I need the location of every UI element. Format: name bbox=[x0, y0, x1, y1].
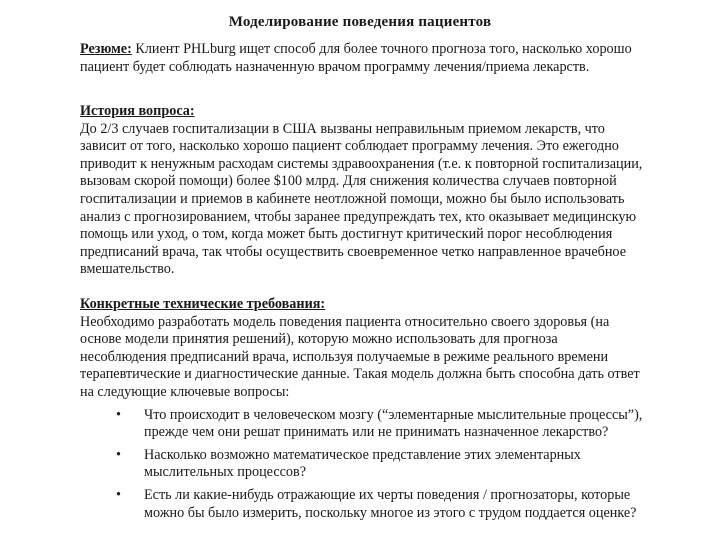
bullet-icon: • bbox=[116, 446, 121, 463]
summary-section bbox=[80, 41, 645, 76]
summary-paragraph bbox=[80, 41, 645, 76]
history-text: До 2/3 случаев госпитализации в США вызваны неправильным приемом лекарств, что зависит от того, насколько хорошо пациент соблюдает программу лечения. Это ежегодно приводит к ненужным расходам системы здравоохранения (т.е. к повторной госпитализации, вызовам скорой помощи) более $100 млрд. Для снижения количества случаев повторной госпитализации и приемов в кабинете неотложной помощи, можно бы было использовать анализ с прогнозированием, чтобы заранее предупреждать тех, кто оказывает медицинскую помощь или уход, о том, когда может быть достигнут критический порог несоблюдения предписаний врача, так чтобы осуществить своевременное четко направленное врачебное вмешательство. bbox=[80, 120, 643, 278]
requirements-heading: Конкретные технические требования: bbox=[80, 296, 326, 312]
bullet-icon: • bbox=[116, 406, 121, 423]
history-heading: История вопроса: bbox=[80, 103, 195, 119]
requirements-section bbox=[80, 296, 645, 522]
question-text: Что происходит в человеческом мозгу (“элементарные мыслительные процессы”), прежде чем они решат принимать или не принимать назначенное лекарство? bbox=[144, 406, 643, 441]
bullet-icon: • bbox=[116, 486, 121, 503]
summary-label: Резюме: bbox=[80, 41, 132, 57]
question-text: Есть ли какие-нибудь отражающие их черты поведения / прогнозаторы, которые можно бы было измерить, поскольку многое из этого с трудом поддается оценке? bbox=[144, 486, 637, 521]
summary-text: Клиент PHLburg ищет способ для более точного прогноза того, насколько хорошо пациент будет соблюдать назначенную врачом программу лечения/приема лекарств. bbox=[80, 41, 632, 75]
document-title: Моделирование поведения пациентов bbox=[228, 14, 492, 30]
requirements-text: Необходимо разработать модель поведения пациента относительно своего здоровья (на основе модели принятия решений), которую можно использовать для прогноза несоблюдения предписаний врача, используя получаемые в режиме реального времени терапевтические и диагностические данные. Такая модель должна быть способна дать ответ на следующие ключевые вопросы: bbox=[80, 313, 640, 400]
list-item bbox=[80, 487, 645, 522]
list-item bbox=[80, 407, 645, 442]
list-item bbox=[80, 447, 645, 482]
history-section bbox=[80, 103, 645, 279]
key-questions-list bbox=[80, 407, 645, 523]
question-text: Насколько возможно математическое представление этих элементарных мыслительных процессов? bbox=[144, 446, 581, 481]
